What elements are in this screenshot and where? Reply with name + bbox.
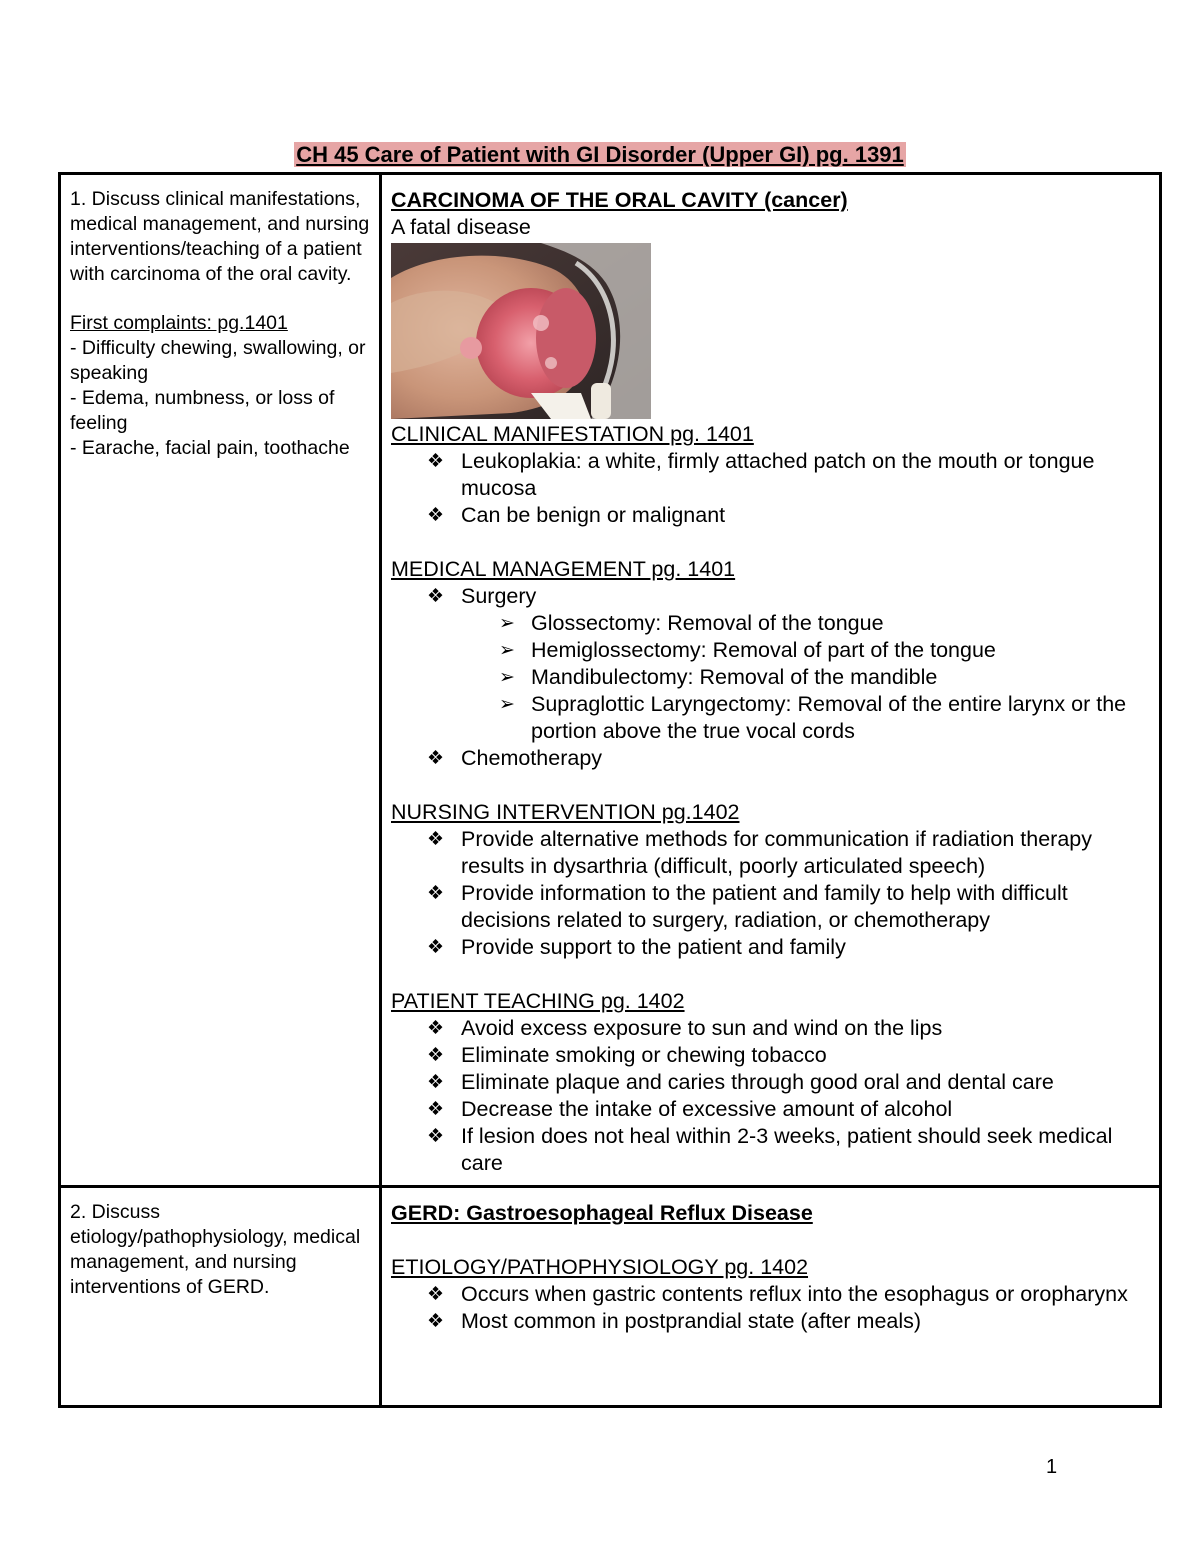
list-item: ❖ Decrease the intake of excessive amount of alcohol <box>427 1097 953 1121</box>
diamond-bullet-icon: ❖ <box>427 1099 445 1120</box>
list-item: ❖ If lesion does not heal within 2-3 weeks, patient should seek medical care <box>427 1124 1113 1175</box>
sublist-item: ➢ Glossectomy: Removal of the tongue <box>499 611 884 635</box>
table-row <box>60 1187 1161 1407</box>
etiology-list <box>391 1281 1151 1335</box>
study-guide-table <box>58 172 1162 1408</box>
diamond-bullet-icon: ❖ <box>427 748 445 769</box>
diamond-bullet-icon: ❖ <box>427 586 445 607</box>
patient-teaching-heading: PATIENT TEACHING pg. 1402 <box>391 989 685 1013</box>
document-title: CH 45 Care of Patient with GI Disorder (Upper GI) pg. 1391 <box>296 142 904 167</box>
nursing-intervention-heading: NURSING INTERVENTION pg.1402 <box>391 800 740 824</box>
sublist-item: ➢ Hemiglossectomy: Removal of part of the tongue <box>499 638 996 662</box>
objective-text: 2. Discuss etiology/pathophysiology, medical management, and nursing interventions of GERD. <box>70 1201 361 1298</box>
sublist-item: ➢ Supraglottic Laryngectomy: Removal of the entire larynx or the portion above the true vocal cords <box>499 692 1127 743</box>
arrow-bullet-icon: ➢ <box>499 640 515 661</box>
page-number: 1 <box>1046 1456 1058 1478</box>
complaint-item: - Edema, numbness, or loss of feeling <box>70 387 335 434</box>
diamond-bullet-icon: ❖ <box>427 505 445 526</box>
list-item: ❖ Provide support to the patient and family <box>427 935 846 959</box>
medical-management-heading: MEDICAL MANAGEMENT pg. 1401 <box>391 557 736 581</box>
list-item: ❖ Surgery ➢ Glossectomy: Removal of the tongue ➢ Hemiglossectomy: Removal of part of the tongue ➢ Mandibulectomy: Removal of the mandible ➢ Supraglottic Laryngectomy: Removal of the entire larynx or the portion above the true vocal cords <box>391 583 1151 745</box>
diamond-bullet-icon: ❖ <box>427 1126 445 1147</box>
diamond-bullet-icon: ❖ <box>427 451 445 472</box>
objective-cell <box>60 174 381 1187</box>
nursing-list <box>391 826 1151 961</box>
table-row <box>60 174 1161 1187</box>
surgery-sublist <box>461 610 1151 745</box>
diamond-bullet-icon: ❖ <box>427 829 445 850</box>
sublist-item: ➢ Mandibulectomy: Removal of the mandible <box>499 665 938 689</box>
arrow-bullet-icon: ➢ <box>499 613 515 634</box>
list-item: ❖ Most common in postprandial state (after meals) <box>427 1309 922 1333</box>
complaint-item: - Difficulty chewing, swallowing, or speaking <box>70 337 366 384</box>
list-item: ❖ Eliminate plaque and caries through good oral and dental care <box>427 1070 1054 1094</box>
diamond-bullet-icon: ❖ <box>427 1045 445 1066</box>
document-title-wrapper <box>0 141 1200 169</box>
list-item: ❖ Occurs when gastric contents reflux into the esophagus or oropharynx <box>427 1282 1128 1306</box>
list-item: ❖ Can be benign or malignant <box>427 503 726 527</box>
etiology-heading: ETIOLOGY/PATHOPHYSIOLOGY pg. 1402 <box>391 1255 809 1279</box>
list-item: ❖ Chemotherapy <box>427 746 603 770</box>
complaint-item: - Earache, facial pain, toothache <box>70 437 350 459</box>
medical-list <box>391 583 1151 772</box>
list-item: ❖ Avoid excess exposure to sun and wind on the lips <box>427 1016 943 1040</box>
list-item: ❖ Leukoplakia: a white, firmly attached patch on the mouth or tongue mucosa <box>427 449 1095 500</box>
section-heading: CARCINOMA OF THE ORAL CAVITY (cancer) <box>391 188 848 212</box>
arrow-bullet-icon: ➢ <box>499 694 515 715</box>
section-subtitle: A fatal disease <box>391 215 531 239</box>
list-item: ❖ Provide information to the patient and family to help with difficult decisions related to surgery, radiation, or chemotherapy <box>427 881 1068 932</box>
list-item: ❖ Eliminate smoking or chewing tobacco <box>427 1043 827 1067</box>
content-cell <box>381 174 1161 1187</box>
oral-cancer-tongue-photo <box>391 243 651 419</box>
diamond-bullet-icon: ❖ <box>427 1018 445 1039</box>
complaints-heading: First complaints: pg.1401 <box>70 312 288 334</box>
diamond-bullet-icon: ❖ <box>427 883 445 904</box>
teaching-list <box>391 1015 1151 1177</box>
diamond-bullet-icon: ❖ <box>427 1284 445 1305</box>
content-cell <box>381 1187 1161 1407</box>
list-item: ❖ Provide alternative methods for communication if radiation therapy results in dysarthria (difficult, poorly articulated speech) <box>427 827 1092 878</box>
objective-text: 1. Discuss clinical manifestations, medical management, and nursing interventions/teaching of a patient with carcinoma of the oral cavity. <box>70 188 370 285</box>
diamond-bullet-icon: ❖ <box>427 937 445 958</box>
clinical-list <box>391 448 1151 529</box>
clinical-manifestation-heading: CLINICAL MANIFESTATION pg. 1401 <box>391 422 754 446</box>
diamond-bullet-icon: ❖ <box>427 1311 445 1332</box>
diamond-bullet-icon: ❖ <box>427 1072 445 1093</box>
section-heading: GERD: Gastroesophageal Reflux Disease <box>391 1201 813 1225</box>
arrow-bullet-icon: ➢ <box>499 667 515 688</box>
objective-cell <box>60 1187 381 1407</box>
